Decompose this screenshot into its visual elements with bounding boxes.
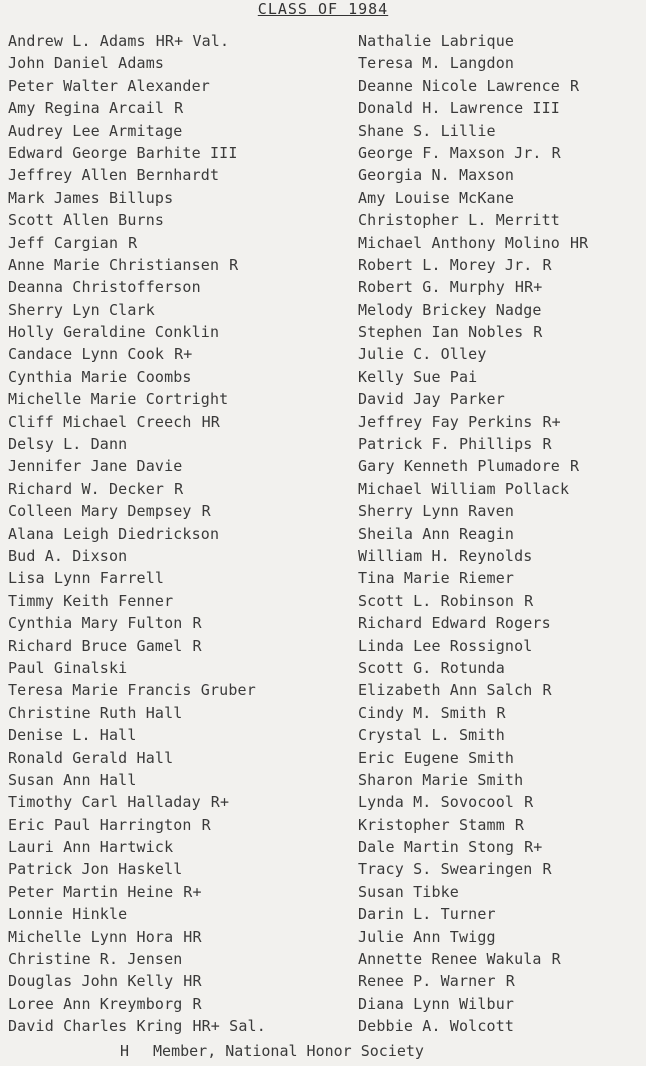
footer-legend [120, 1042, 424, 1060]
student-name: Candace Lynn Cook [8, 345, 165, 364]
honor-mark: HR [201, 412, 220, 431]
student-name: Amy Louise McKane [358, 188, 515, 207]
student-name: Lynda M. Sovocool [358, 793, 515, 812]
name-entry [358, 97, 588, 119]
student-name: Timothy Carl Halladay [8, 793, 201, 812]
student-name: Stephen Ian Nobles [358, 323, 524, 342]
name-entry [8, 500, 266, 522]
student-name: Sheila Ann Reagin [358, 524, 515, 543]
honor-mark: R [128, 233, 138, 252]
student-name: Robert G. Murphy [358, 278, 505, 297]
name-entry [8, 478, 266, 500]
student-name: Julie C. Olley [358, 345, 487, 364]
honor-mark: HR [183, 927, 202, 946]
name-entry [358, 948, 588, 970]
name-entry [8, 366, 266, 388]
student-name: Lauri Ann Hartwick [8, 838, 174, 857]
honor-mark: HR+ Val. [155, 32, 230, 50]
honor-mark: R [192, 994, 202, 1013]
name-entry [358, 75, 588, 97]
name-entry [358, 500, 588, 522]
name-entry [8, 299, 266, 321]
student-name: Crystal L. Smith [358, 726, 505, 745]
name-entry [8, 903, 266, 925]
name-entry [8, 120, 266, 142]
honor-mark: R+ [542, 412, 561, 431]
student-name: Gary Kenneth Plumadore [358, 457, 560, 476]
name-entry [358, 30, 588, 52]
name-entry [358, 120, 588, 142]
student-name: Michael William Pollack [358, 479, 570, 498]
student-name: Peter Walter Alexander [8, 76, 210, 95]
name-entry [358, 343, 588, 365]
name-entry [358, 523, 588, 545]
honor-mark: R [533, 323, 543, 342]
student-name: Michael Anthony Molino [358, 233, 560, 252]
honor-mark: R [542, 860, 552, 879]
name-entry [8, 97, 266, 119]
name-entry [358, 567, 588, 589]
left-name-column [8, 30, 266, 1038]
student-name: Michelle Marie Cortright [8, 390, 229, 409]
student-name: Cynthia Mary Fulton [8, 614, 183, 633]
student-name: Michelle Lynn Hora [8, 927, 174, 946]
honor-mark: R [542, 255, 552, 274]
honor-mark: R [542, 681, 552, 700]
honor-mark: R [496, 703, 506, 722]
name-entry [358, 612, 588, 634]
name-entry [8, 321, 266, 343]
honor-mark: R [569, 457, 580, 476]
student-name: Patrick Jon Haskell [8, 860, 183, 879]
name-entry [358, 903, 588, 925]
student-name: Eric Paul Harrington [8, 815, 192, 834]
name-entry [8, 254, 266, 276]
honor-mark: R [505, 972, 515, 991]
honor-mark: R [192, 636, 202, 655]
student-name: Denise L. Hall [8, 726, 137, 745]
name-entry [358, 321, 588, 343]
name-entry [358, 836, 588, 858]
honor-mark: R [514, 815, 525, 834]
student-name: Susan Tibke [358, 882, 459, 901]
name-entry [8, 948, 266, 970]
name-entry [8, 836, 266, 858]
name-entry [358, 791, 588, 813]
student-name: Shane S. Lillie [358, 121, 496, 140]
name-entry [358, 164, 588, 186]
name-entry [358, 747, 588, 769]
name-entry [358, 276, 588, 298]
student-name: Delsy L. Dann [8, 435, 128, 454]
honor-mark: R+ [210, 793, 230, 812]
name-entry [8, 970, 266, 992]
name-entry [358, 52, 588, 74]
student-name: Douglas John Kelly [8, 972, 174, 991]
name-entry [8, 791, 266, 813]
name-entry [8, 702, 266, 724]
honor-mark: R+ [524, 838, 543, 857]
honor-mark: HR [569, 233, 589, 252]
student-name: Susan Ann Hall [8, 770, 137, 789]
name-entry [358, 411, 588, 433]
student-name: David Charles Kring [8, 1017, 183, 1036]
name-entry [358, 679, 588, 701]
student-name: Richard Bruce Gamel [8, 636, 183, 655]
student-name: Debbie A. Wolcott [358, 1017, 515, 1036]
name-entry [358, 814, 588, 836]
student-name: Sharon Marie Smith [358, 770, 524, 789]
student-name: Darin L. Turner [358, 905, 496, 924]
student-name: Patrick F. Phillips [358, 435, 533, 454]
name-entry [358, 142, 588, 164]
honor-mark: R+ [183, 882, 202, 901]
name-entry [358, 724, 588, 746]
student-name: Christine R. Jensen [8, 950, 183, 969]
name-entry [8, 545, 266, 567]
student-name: Kelly Sue Pai [358, 367, 478, 386]
name-entry [358, 388, 588, 410]
legend-text: Member, National Honor Society [153, 1042, 424, 1060]
name-entry [8, 388, 266, 410]
student-name: Loree Ann Kreymborg [8, 994, 183, 1013]
student-name: Julie Ann Twigg [358, 927, 496, 946]
honor-mark: R [229, 255, 239, 274]
name-entry [358, 635, 588, 657]
name-entry [358, 993, 588, 1015]
name-entry [358, 657, 588, 679]
student-name: Tina Marie Riemer [358, 569, 515, 588]
name-entry [8, 455, 266, 477]
name-entry [8, 747, 266, 769]
student-name: Bud A. Dixson [8, 546, 128, 565]
name-entry [8, 142, 266, 164]
honor-mark: HR+ [514, 278, 543, 297]
name-entry [8, 590, 266, 612]
name-entry [358, 590, 588, 612]
student-name: Cliff Michael Creech [8, 412, 192, 431]
name-entry [8, 523, 266, 545]
student-name: David Jay Parker [358, 390, 505, 409]
name-entry [8, 657, 266, 679]
student-name: Eric Eugene Smith [358, 748, 515, 767]
student-name: Scott L. Robinson [358, 591, 515, 610]
name-entry [8, 769, 266, 791]
name-entry [8, 679, 266, 701]
student-name: Edward George Barhite III [8, 143, 238, 162]
name-entry [8, 724, 266, 746]
name-entry [358, 926, 588, 948]
name-entry [8, 881, 266, 903]
name-entry [8, 858, 266, 880]
name-entry [358, 858, 588, 880]
student-name: Mark James Billups [8, 188, 174, 207]
student-name: Robert L. Morey Jr. [358, 255, 533, 274]
name-entry [358, 366, 588, 388]
honor-mark: R [524, 591, 534, 610]
name-entry [358, 1015, 588, 1037]
student-name: John Daniel Adams [8, 54, 165, 73]
name-entry [358, 478, 588, 500]
name-entry [358, 881, 588, 903]
student-name: Timmy Keith Fenner [8, 591, 174, 610]
honor-mark: R [174, 479, 184, 498]
honor-mark: R [551, 143, 561, 162]
right-name-column [358, 30, 588, 1038]
name-entry [358, 970, 588, 992]
name-entry [8, 926, 266, 948]
student-name: Melody Brickey Nadge [358, 300, 542, 319]
student-name: Ronald Gerald Hall [8, 748, 174, 767]
honor-mark: R+ [174, 345, 193, 364]
student-name: Jeffrey Fay Perkins [358, 412, 533, 431]
name-entry [8, 411, 266, 433]
student-name: Anne Marie Christiansen [8, 255, 220, 274]
student-name: Christopher L. Merritt [358, 211, 560, 230]
page-title: CLASS OF 1984 [257, 0, 389, 18]
student-name: Amy Regina Arcail [8, 99, 165, 118]
honor-mark: R [551, 950, 561, 969]
student-name: Diana Lynn Wilbur [358, 994, 515, 1013]
student-name: Jeffrey Allen Bernhardt [8, 166, 220, 185]
student-name: Richard Edward Rogers [358, 614, 551, 633]
student-name: Sherry Lyn Clark [8, 300, 155, 319]
name-entry [358, 545, 588, 567]
student-name: George F. Maxson Jr. [358, 143, 542, 162]
name-entry [8, 433, 266, 455]
name-entry [358, 254, 588, 276]
name-entry [8, 209, 266, 231]
student-name: Annette Renee Wakula [358, 950, 542, 969]
name-entry [8, 276, 266, 298]
student-name: Holly Geraldine Conklin [8, 323, 220, 342]
name-entry [8, 993, 266, 1015]
student-name: Teresa M. Langdon [358, 54, 515, 73]
name-entry [8, 635, 266, 657]
name-entry [358, 299, 588, 321]
student-name: Scott Allen Burns [8, 211, 165, 230]
student-name: Nathalie Labrique [358, 32, 515, 50]
name-entry [8, 814, 266, 836]
student-name: Cynthia Marie Coombs [8, 367, 192, 386]
student-name: Linda Lee Rossignol [358, 636, 533, 655]
student-name: Jeff Cargian [8, 233, 119, 252]
name-entry [8, 567, 266, 589]
name-entry [358, 433, 588, 455]
name-entry [358, 187, 588, 209]
name-entry [8, 1015, 266, 1037]
student-name: Audrey Lee Armitage [8, 121, 183, 140]
student-name: Tracy S. Swearingen [358, 860, 533, 879]
student-name: Peter Martin Heine [8, 882, 174, 901]
honor-mark: R [201, 502, 211, 521]
student-name: Paul Ginalski [8, 658, 128, 677]
student-name: Richard W. Decker [8, 479, 165, 498]
student-name: Dale Martin Stong [358, 838, 515, 857]
student-name: Elizabeth Ann Salch [358, 681, 533, 700]
student-name: Lisa Lynn Farrell [8, 569, 165, 588]
honor-mark: HR [183, 972, 202, 991]
honor-mark: R [201, 815, 211, 834]
student-name: Andrew L. Adams [8, 32, 146, 50]
honor-mark: R [542, 435, 552, 454]
name-entry [358, 232, 588, 254]
student-name: William H. Reynolds [358, 546, 533, 565]
student-name: Deanna Christofferson [8, 278, 201, 297]
name-entry [8, 164, 266, 186]
legend-key: H [120, 1042, 130, 1060]
student-name: Colleen Mary Dempsey [8, 502, 192, 521]
student-name: Jennifer Jane Davie [8, 457, 183, 476]
student-name: Cindy M. Smith [358, 703, 487, 722]
honor-mark: R [524, 793, 534, 812]
student-name: Scott G. Rotunda [358, 658, 505, 677]
name-entry [358, 455, 588, 477]
student-name: Christine Ruth Hall [8, 703, 183, 722]
name-entry [8, 187, 266, 209]
name-entry [8, 52, 266, 74]
name-entry [8, 232, 266, 254]
student-name: Lonnie Hinkle [8, 905, 128, 924]
name-entry [8, 75, 266, 97]
name-entry [8, 612, 266, 634]
student-name: Sherry Lynn Raven [358, 502, 515, 521]
student-name: Donald H. Lawrence III [358, 99, 560, 118]
student-name: Teresa Marie Francis Gruber [8, 681, 256, 700]
student-name: Georgia N. Maxson [358, 166, 515, 185]
honor-mark: R [192, 614, 202, 633]
student-name: Renee P. Warner [358, 972, 496, 991]
name-entry [358, 702, 588, 724]
honor-mark: HR+ Sal. [192, 1017, 266, 1036]
name-entry [8, 30, 266, 52]
name-entry [8, 343, 266, 365]
student-name: Alana Leigh Diedrickson [8, 524, 220, 543]
name-entry [358, 209, 588, 231]
student-name: Deanne Nicole Lawrence [358, 76, 560, 95]
name-entry [358, 769, 588, 791]
student-name: Kristopher Stamm [358, 815, 505, 834]
honor-mark: R [174, 99, 184, 118]
honor-mark: R [569, 76, 580, 95]
